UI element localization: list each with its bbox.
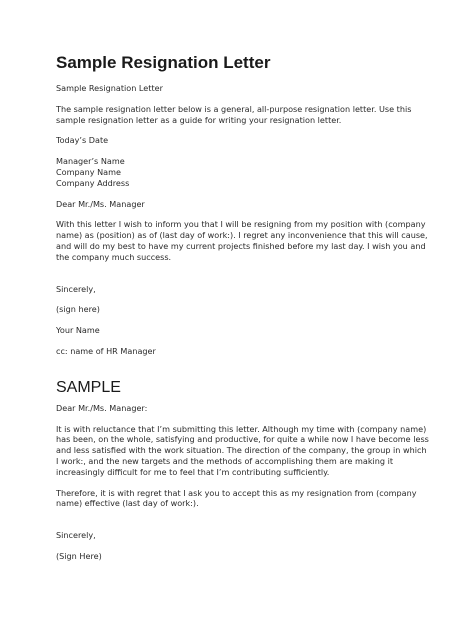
sample-line: increasingly difficult for me to feel that I’m contributing sufficiently. (56, 466, 330, 477)
letter-name: Your Name (56, 325, 100, 336)
document-subtitle: Sample Resignation Letter (56, 83, 163, 93)
body-line: the company much success. (56, 251, 172, 262)
body-line: name) as (position) as of (last day of work:). I regret any inconvenience that this will cause, (56, 230, 428, 241)
intro-line: The sample resignation letter below is a general, all-purpose resignation letter. Use this (56, 103, 412, 114)
sample-line: has been, on the whole, satisfying and productive, for quite a while now I have become less (56, 434, 429, 445)
sample-line: and less satisfied with the work situation. The direction of the company, the group in which (56, 445, 427, 456)
sample-line: Therefore, it is with regret that I ask you to accept this as my resignation from (company (56, 487, 417, 498)
sample-closing: Sincerely, (56, 530, 96, 541)
address-line: Company Address (56, 177, 130, 188)
intro-paragraph (56, 104, 418, 126)
sample-line: name) effective (last day of work:). (56, 498, 199, 509)
body-line: With this letter I wish to inform you that I will be resigning from my position with (company (56, 219, 426, 230)
letter-body (56, 219, 428, 262)
letter-closing: Sincerely, (56, 283, 96, 294)
sample-signature: (Sign Here) (56, 550, 102, 561)
letter-cc: cc: name of HR Manager (56, 345, 156, 356)
sample-paragraph-1 (56, 423, 429, 478)
letter-salutation: Dear Mr./Ms. Manager (56, 198, 145, 209)
sample-heading: SAMPLE (56, 378, 121, 396)
intro-line: sample resignation letter as a guide for writing your resignation letter. (56, 114, 342, 125)
sample-salutation: Dear Mr./Ms. Manager: (56, 402, 148, 413)
sample-line: I work:, and the new targets and the methods of accomplishing them are making it (56, 455, 394, 466)
sample-paragraph-2 (56, 488, 418, 510)
sample-line: It is with reluctance that I’m submitting this letter. Although my time with (company name) (56, 423, 427, 434)
letter-date: Today’s Date (56, 135, 109, 146)
letter-signature: (sign here) (56, 304, 100, 315)
body-line: and will do my best to have my current projects finished before my last day. I wish you and (56, 240, 426, 251)
document-title: Sample Resignation Letter (56, 53, 271, 72)
recipient-address (56, 156, 418, 188)
address-line: Company Name (56, 166, 121, 177)
address-line: Manager’s Name (56, 156, 125, 167)
